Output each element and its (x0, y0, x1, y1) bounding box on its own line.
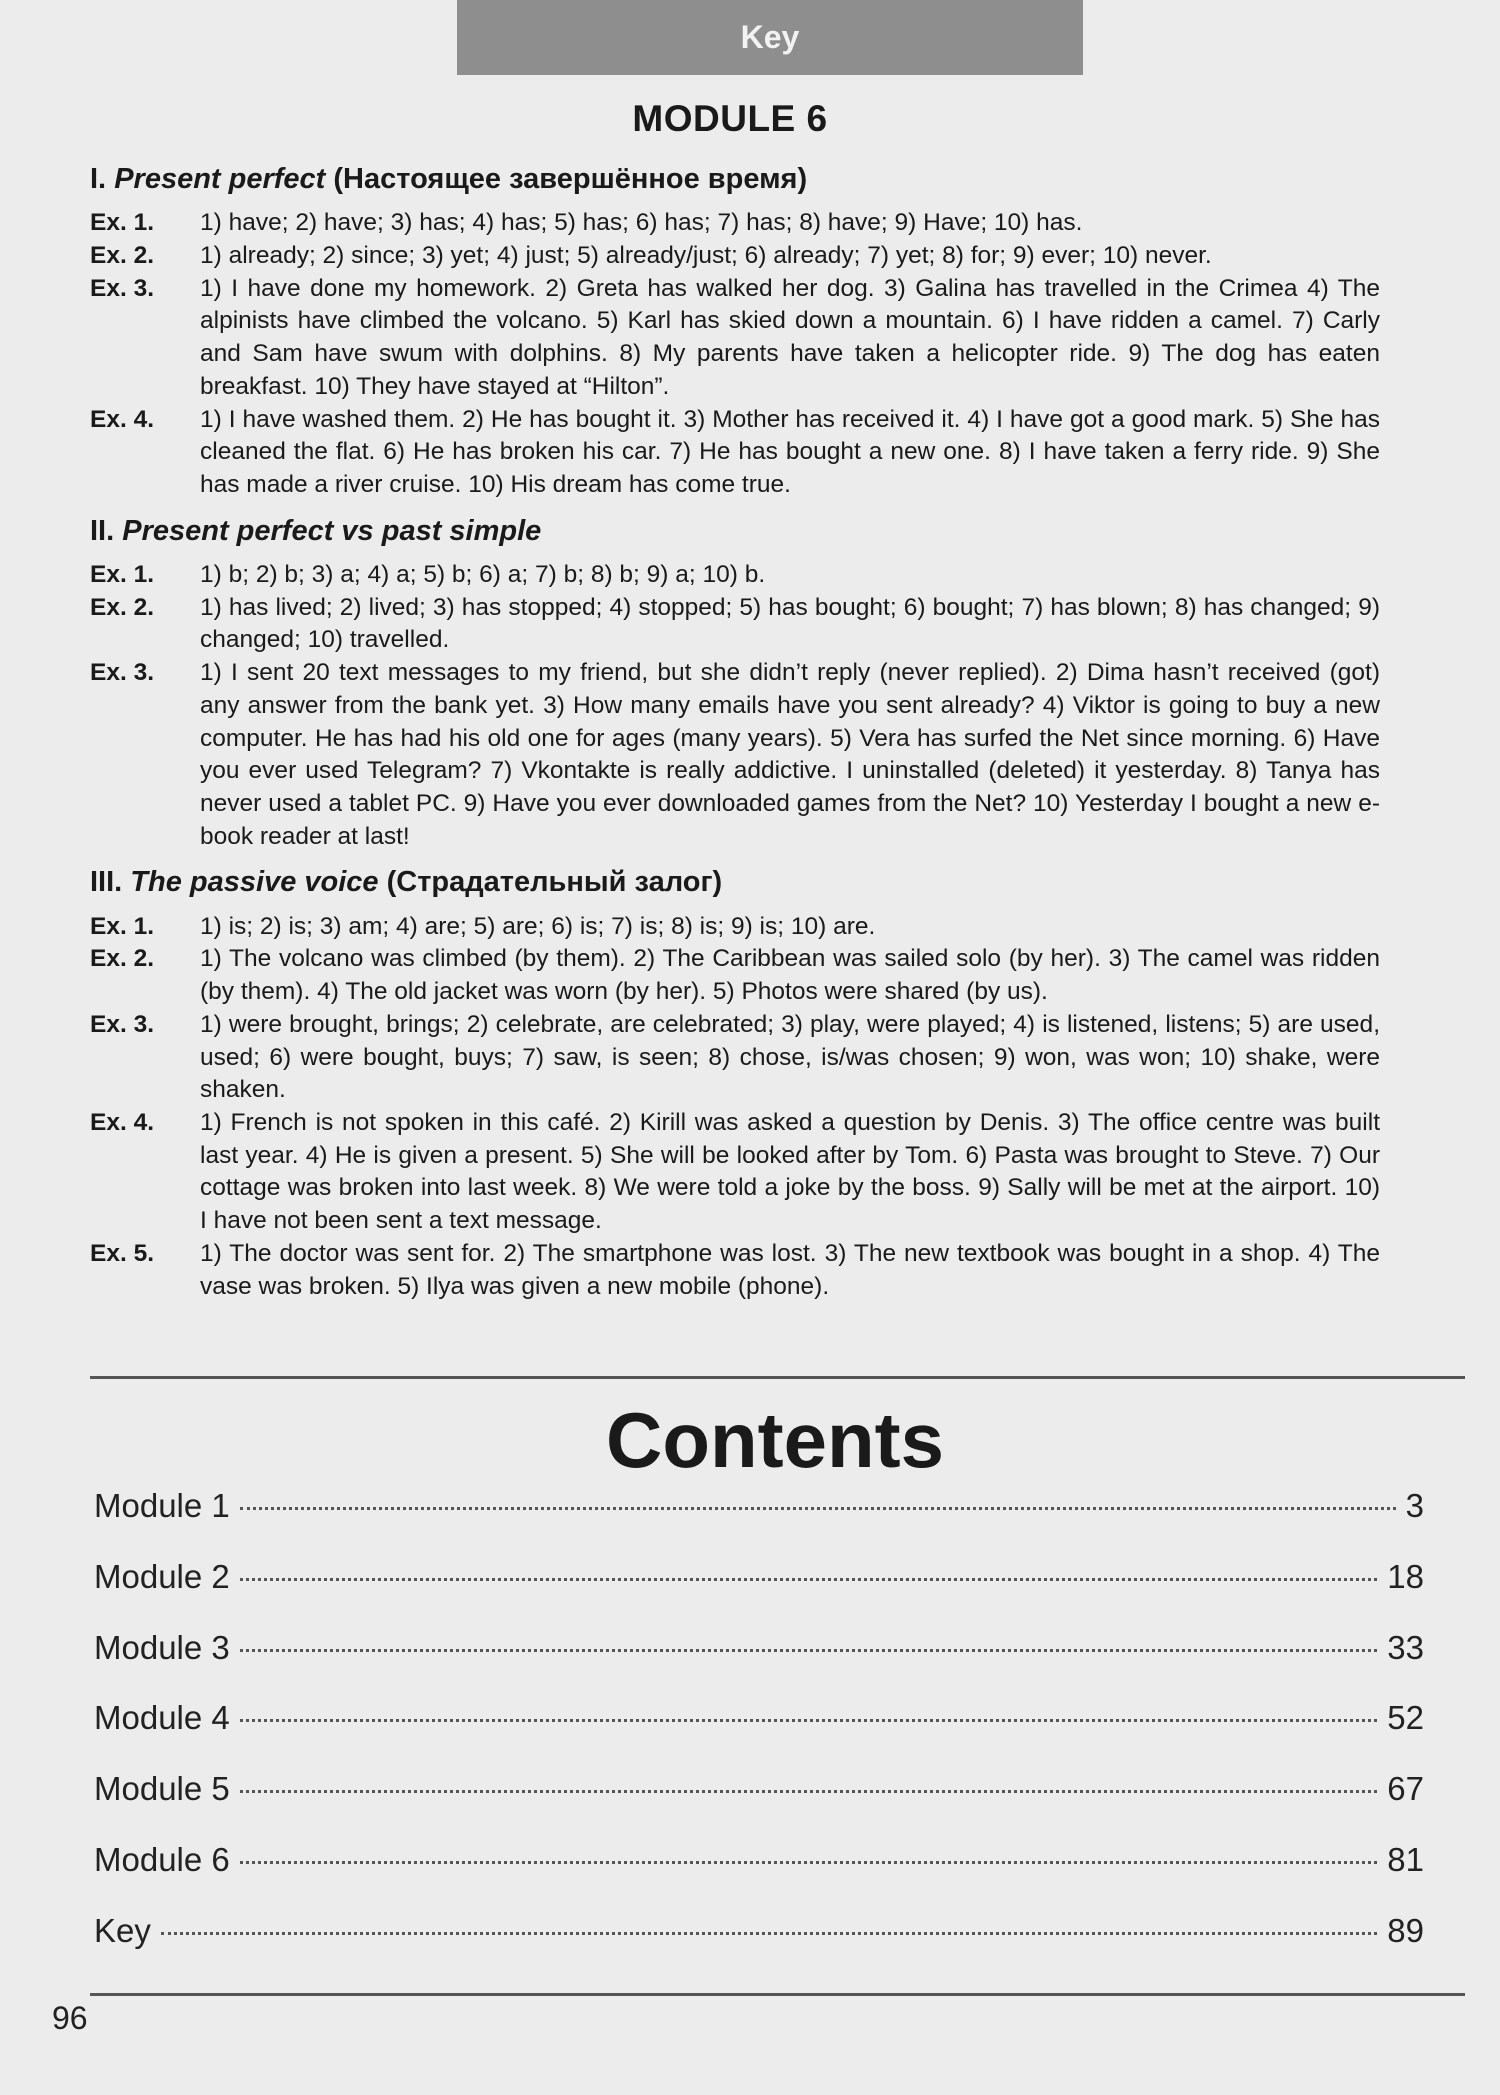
toc-leader-dots (240, 1861, 1378, 1864)
divider-rule-bottom (90, 1993, 1465, 1996)
toc-item-page: 67 (1387, 1770, 1424, 1808)
exercise-row (90, 207, 1380, 240)
toc-leader-dots (240, 1578, 1378, 1581)
exercise-answer: 1) were brought, brings; 2) celebrate, are celebrated; 3) play, were played; 4) is listened, listens; 5) are used, used; 6) were bought, buys; 7) saw, is seen; 8) chose, is/was chosen; 9) won, was won; 10) shake, were shaken. (200, 1010, 1380, 1104)
toc-item-page: 89 (1387, 1911, 1424, 1949)
exercise-row (90, 1238, 1380, 1303)
exercise-row (90, 273, 1380, 404)
toc-item-label: Module 5 (94, 1770, 230, 1808)
exercise-label: Ex. 4. (90, 405, 155, 433)
exercise-answer: 1) The doctor was sent for. 2) The smartphone was lost. 3) The new textbook was bought in a shop. 4) The vase was broken. 5) Ilya was given a new mobile (phone). (200, 1239, 1380, 1300)
exercise-answer: 1) b; 2) b; 3) a; 4) a; 5) b; 6) a; 7) b; 8) b; 9) a; 10) b. (200, 561, 766, 589)
exercise-label: Ex. 5. (90, 1239, 155, 1267)
exercise-row (90, 240, 1380, 273)
exercise-label: Ex. 1. (90, 561, 155, 589)
section-title (90, 514, 1380, 549)
toc-item[interactable] (94, 1841, 1424, 1912)
exercise-answer: 1) The volcano was climbed (by them). 2) The Caribbean was sailed solo (by her). 3) The camel was ridden (by them). 4) The old jacket was worn (by her). 5) Photos were shared (by us). (200, 945, 1380, 1006)
toc-leader-dots (161, 1932, 1377, 1935)
section-title-italic: Present perfect vs past simple (122, 514, 542, 547)
page-number: 96 (52, 2000, 88, 2036)
contents-title: Contents (606, 1396, 944, 1484)
exercise-answer: 1) have; 2) have; 3) has; 4) has; 5) has; 6) has; 7) has; 8) have; 9) Have; 10) has. (200, 209, 1083, 237)
toc-item-label: Module 1 (94, 1487, 230, 1524)
toc-item-label: Module 2 (94, 1557, 230, 1595)
exercise-row (90, 592, 1380, 657)
section-numeral: II. (90, 514, 115, 547)
section-numeral: III. (90, 866, 123, 899)
exercise-label: Ex. 3. (90, 659, 155, 687)
section-numeral: I. (90, 163, 107, 195)
exercise-row (90, 911, 1380, 944)
toc-item[interactable] (94, 1558, 1424, 1629)
exercise-label: Ex. 3. (90, 274, 155, 302)
section-title (90, 865, 1380, 900)
toc-item[interactable] (94, 1629, 1424, 1700)
section-title-rest: (Страдательный залог) (378, 866, 723, 899)
exercise-label: Ex. 1. (90, 209, 155, 237)
table-of-contents (94, 1487, 1424, 1983)
exercise-answer: 1) I have washed them. 2) He has bought it. 3) Mother has received it. 4) I have got a good mark. 5) She has cleaned the flat. 6) He has broken his car. 7) He has bought a new one. 8) I have taken a ferry ride. 9) She has made a river cruise. 10) His dream has come true. (200, 405, 1380, 498)
section-title-italic: The passive voice (130, 866, 379, 899)
toc-item-label: Key (94, 1911, 151, 1949)
exercise-answer: 1) French is not spoken in this café. 2) Kirill was asked a question by Denis. 3) The office centre was built last year. 4) He is given a present. 5) She will be looked after by Tom. 6) Pasta was brought to Steve. 7) Our cottage was broken into last week. 8) We were told a joke by the boss. 9) Sally will be met at the airport. 10) I have not been sent a text message. (200, 1109, 1380, 1235)
exercise-row (90, 943, 1380, 1008)
exercise-answer: 1) already; 2) since; 3) yet; 4) just; 5) already/just; 6) already; 7) yet; 8) for; 9) ever; 10) never. (200, 242, 1212, 270)
section-1 (90, 162, 1380, 502)
exercise-answer: 1) I have done my homework. 2) Greta has walked her dog. 3) Galina has travelled in the Crimea 4) The alpinists have climbed the volcano. 5) Karl has skied down a mountain. 6) I have ridden a camel. 7) Carly and Sam have swum with dolphins. 8) My parents have taken a helicopter ride. 9) The dog has eaten breakfast. 10) They have stayed at “Hilton”. (200, 274, 1380, 400)
exercise-label: Ex. 3. (90, 1010, 155, 1038)
toc-item[interactable] (94, 1699, 1424, 1770)
exercise-label: Ex. 2. (90, 593, 155, 621)
toc-leader-dots (240, 1507, 1396, 1510)
section-title-italic: Present perfect (114, 163, 326, 195)
section-title (90, 162, 1380, 197)
toc-leader-dots (240, 1719, 1378, 1722)
module-title: MODULE 6 (632, 98, 828, 139)
section-2 (90, 514, 1380, 854)
toc-item-label: Module 6 (94, 1840, 230, 1878)
exercise-row (90, 559, 1380, 592)
answer-key (90, 162, 1380, 1315)
toc-item-label: Module 4 (94, 1699, 230, 1737)
exercise-row (90, 657, 1380, 853)
toc-item-page: 81 (1387, 1840, 1424, 1878)
toc-leader-dots (240, 1790, 1378, 1793)
section-title-rest: (Настоящее завершённое время) (325, 163, 808, 195)
toc-item[interactable] (94, 1912, 1424, 1983)
toc-item[interactable] (94, 1770, 1424, 1841)
exercise-label: Ex. 4. (90, 1109, 155, 1136)
header-tab-label: Key (740, 19, 800, 55)
exercise-row (90, 1107, 1380, 1238)
toc-item[interactable] (94, 1487, 1424, 1558)
exercise-label: Ex. 2. (90, 945, 155, 973)
toc-item-page: 18 (1387, 1557, 1424, 1595)
exercise-label: Ex. 2. (90, 242, 155, 270)
toc-item-page: 3 (1405, 1487, 1424, 1524)
toc-item-label: Module 3 (94, 1628, 230, 1666)
toc-item-page: 52 (1387, 1699, 1424, 1737)
toc-leader-dots (240, 1649, 1378, 1652)
exercise-answer: 1) has lived; 2) lived; 3) has stopped; 4) stopped; 5) has bought; 6) bought; 7) has blown; 8) has changed; 9) changed; 10) travelled. (200, 593, 1380, 654)
header-tab (457, 0, 1083, 75)
section-3 (90, 865, 1380, 1303)
exercise-answer: 1) I sent 20 text messages to my friend, but she didn’t reply (never replied). 2) Dima hasn’t received (got) any answer from the bank yet. 3) How many emails have you sent already? 4) Viktor is going to buy a new computer. He has had his old one for ages (many years). 5) Vera has surfed the Net since morning. 6) Have you ever used Telegram? 7) Vkontakte is really addictive. I uninstalled (deleted) it yesterday. 8) Tanya has never used a tablet PC. 9) Have you ever downloaded games from the Net? 10) Yesterday I bought a new e-book reader at last! (200, 659, 1380, 850)
exercise-row (90, 1009, 1380, 1107)
exercise-label: Ex. 1. (90, 912, 155, 940)
exercise-row (90, 404, 1380, 502)
exercise-answer: 1) is; 2) is; 3) am; 4) are; 5) are; 6) is; 7) is; 8) is; 9) is; 10) are. (200, 912, 876, 940)
toc-item-page: 33 (1387, 1628, 1424, 1666)
divider-rule-top (90, 1376, 1465, 1379)
